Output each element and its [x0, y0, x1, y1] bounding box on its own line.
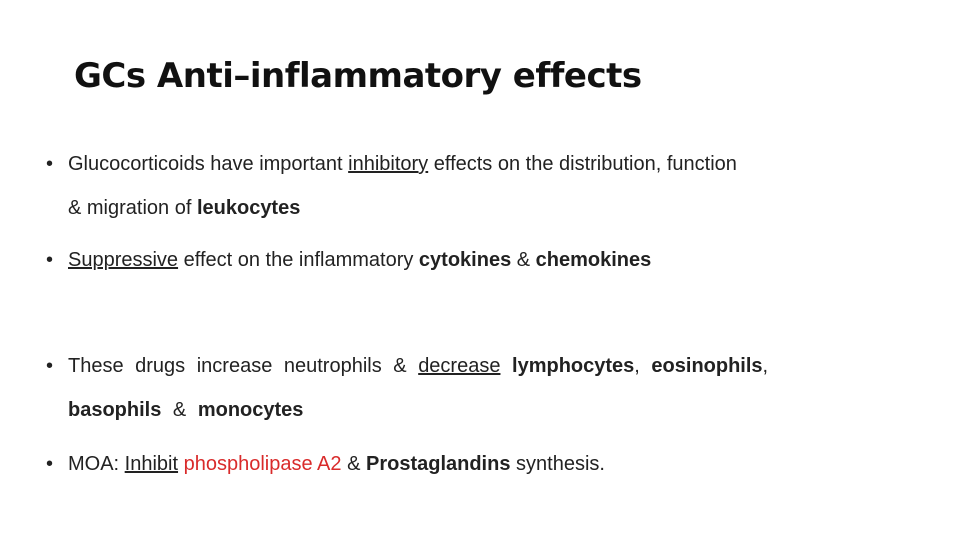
bullet-item	[46, 238, 926, 282]
text-run: Glucocorticoids have important	[68, 153, 349, 175]
underlined-term: inhibitory	[348, 153, 429, 175]
slide-title: GCs Anti–inflammatory effects	[74, 56, 642, 96]
bold-term: leukocytes	[196, 197, 301, 219]
text-run	[500, 355, 512, 377]
underlined-term: Suppressive	[68, 249, 179, 271]
highlighted-term: phospholipase A2	[183, 453, 342, 475]
text-run: &	[511, 249, 536, 271]
text-run: &	[341, 453, 366, 475]
underlined-term: Inhibit	[124, 453, 179, 475]
bold-term: chemokines	[535, 249, 652, 271]
bullet-dot: •	[46, 453, 54, 475]
bold-term: cytokines	[418, 249, 512, 271]
bold-term: Prostaglandins	[365, 453, 511, 475]
text-run: synthesis.	[510, 453, 605, 475]
bold-term: monocytes	[197, 399, 304, 421]
bold-term: eosinophils	[651, 355, 763, 377]
bullet-item	[46, 442, 926, 486]
text-run: ,	[634, 355, 652, 377]
bullet-text	[68, 238, 926, 282]
text-run: effect on the inflammatory	[178, 249, 419, 271]
text-run: These drugs increase neutrophils &	[68, 355, 419, 377]
text-run: ,	[762, 355, 769, 377]
bold-term: lymphocytes	[512, 355, 635, 377]
bold-term: basophils	[68, 399, 162, 421]
bullet-dot: •	[46, 355, 54, 377]
text-run: MOA:	[68, 453, 125, 475]
bullet-item	[46, 344, 926, 432]
bullet-text	[68, 344, 926, 432]
bullet-text	[68, 442, 926, 486]
bullet-dot: •	[46, 153, 54, 175]
text-run: & migration of	[68, 197, 197, 219]
bullet-item	[46, 142, 926, 230]
text-run: effects on the distribution, function	[428, 153, 737, 175]
bullet-dot: •	[46, 249, 54, 271]
bullet-text	[68, 142, 926, 230]
underlined-term: decrease	[418, 355, 501, 377]
text-run: &	[161, 399, 198, 421]
